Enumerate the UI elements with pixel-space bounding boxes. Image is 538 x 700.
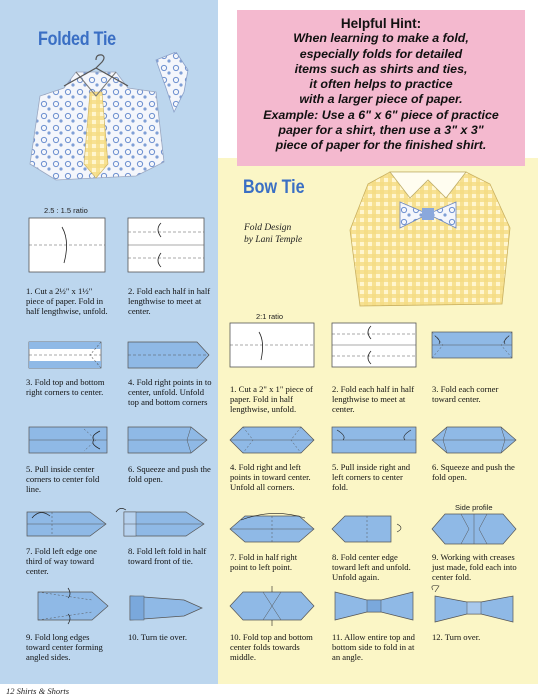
- tie-step7-diagram: [26, 506, 110, 542]
- bow-step4-diagram: [229, 424, 315, 456]
- tie-step2-text: 2. Fold each half in half lengthwise to meet at center.: [128, 286, 211, 317]
- tie-step7-text: 7. Fold left edge one third of way toward center.: [26, 546, 97, 577]
- tie-step10-text: 10. Turn tie over.: [128, 632, 187, 642]
- tie-step6-text: 6. Squeeze and push the fold open.: [128, 464, 211, 485]
- bow-step11-text: 11. Allow entire top and bottom side to fold in at an angle.: [332, 632, 415, 663]
- page-footer: 12 Shirts & Shorts: [6, 686, 70, 696]
- bow-step12-text: 12. Turn over.: [432, 632, 481, 642]
- tie-step10-diagram: [124, 592, 208, 624]
- bow-step3-text: 3. Fold each corner toward center.: [432, 384, 499, 405]
- tie-step8-diagram: [114, 506, 210, 542]
- credit-line: by Lani Temple: [244, 235, 303, 245]
- bow-step1-diagram: [229, 322, 315, 368]
- hint-title: Helpful Hint:: [340, 16, 422, 31]
- hint-line: Example: Use a 6" x 6" piece of practice: [263, 107, 499, 122]
- tie-step1-diagram: [28, 217, 106, 273]
- bow-step9-diagram: [431, 510, 517, 548]
- hint-line: with a larger piece of paper.: [299, 92, 463, 107]
- bow-step7-text: 7. Fold in half right point to left point.: [230, 552, 298, 573]
- bow-tie-ratio: 2:1 ratio: [256, 312, 284, 321]
- bow-step11-diagram: [331, 586, 417, 626]
- design-credit: [244, 222, 302, 246]
- bow-step12-diagram: [431, 584, 517, 628]
- bow-step5-text: 5. Pull inside right and left corners to center fold.: [332, 462, 411, 493]
- tie-step4-diagram: [127, 338, 211, 372]
- hint-line: When learning to make a fold,: [293, 31, 469, 46]
- bow-step6-diagram: [431, 424, 517, 456]
- tie-step5-diagram: [28, 423, 110, 457]
- hint-line: items such as shirts and ties,: [294, 61, 468, 76]
- bow-step3-diagram: [431, 330, 517, 360]
- tie-step6-diagram: [127, 423, 211, 457]
- folded-tie-ratio: 2.5 : 1.5 ratio: [44, 206, 88, 215]
- bow-step7-diagram: [229, 512, 315, 546]
- tie-step2-diagram: [127, 217, 205, 273]
- bow-step2-diagram: [331, 322, 417, 368]
- bow-step10-diagram: [229, 586, 315, 626]
- credit-line: Fold Design: [244, 223, 292, 233]
- bow-step6-text: 6. Squeeze and push the fold open.: [432, 462, 515, 483]
- tie-step3-diagram: [28, 338, 108, 372]
- hint-line: paper for a shirt, then use a 3" x 3": [278, 123, 484, 138]
- hint-line: piece of paper for the finished shirt.: [275, 138, 487, 153]
- bow-step5-diagram: [331, 424, 417, 456]
- bow-step8-diagram: [331, 512, 417, 546]
- hint-line: especially folds for detailed: [299, 46, 463, 61]
- bow-tie-title: Bow Tie: [243, 177, 305, 198]
- side-profile-label: Side profile: [455, 503, 493, 512]
- tie-step9-text: 9. Fold long edges toward center forming angled sides.: [26, 632, 103, 663]
- tie-step4-text: 4. Fold right points in to center, unfold. Unfold top and bottom corners: [128, 377, 212, 408]
- shirt-with-bow-tie-photo: [340, 158, 520, 310]
- tie-step8-text: 8. Fold left fold in half toward front of tie.: [128, 546, 207, 567]
- folded-tie-title: Folded Tie: [38, 29, 116, 50]
- bow-step8-text: 8. Fold center edge toward left and unfold. Unfold again.: [332, 552, 411, 583]
- bow-step2-text: 2. Fold each half in half lengthwise to meet at center.: [332, 384, 415, 415]
- tie-step9-diagram: [28, 586, 112, 626]
- tie-step5-text: 5. Pull inside center corners to center fold line.: [26, 464, 100, 495]
- helpful-hint-box: [237, 10, 525, 166]
- hint-line: it often helps to practice: [309, 77, 453, 92]
- folded-shirt-with-tie-photo: [16, 52, 212, 202]
- bow-step9-text: 9. Working with creases just made, fold each into center fold.: [432, 552, 517, 583]
- bow-step4-text: 4. Fold right and left points in toward center. Unfold all corners.: [230, 462, 311, 493]
- bow-step1-text: 1. Cut a 2" x 1" piece of paper. Fold in half lengthwise, unfold.: [230, 384, 313, 415]
- bow-step10-text: 10. Fold top and bottom center folds towards middle.: [230, 632, 313, 663]
- tie-step3-text: 3. Fold top and bottom right corners to center.: [26, 377, 105, 398]
- tie-step1-text: 1. Cut a 2½" x 1½" piece of paper. Fold in half lengthwise, unfold.: [26, 286, 108, 317]
